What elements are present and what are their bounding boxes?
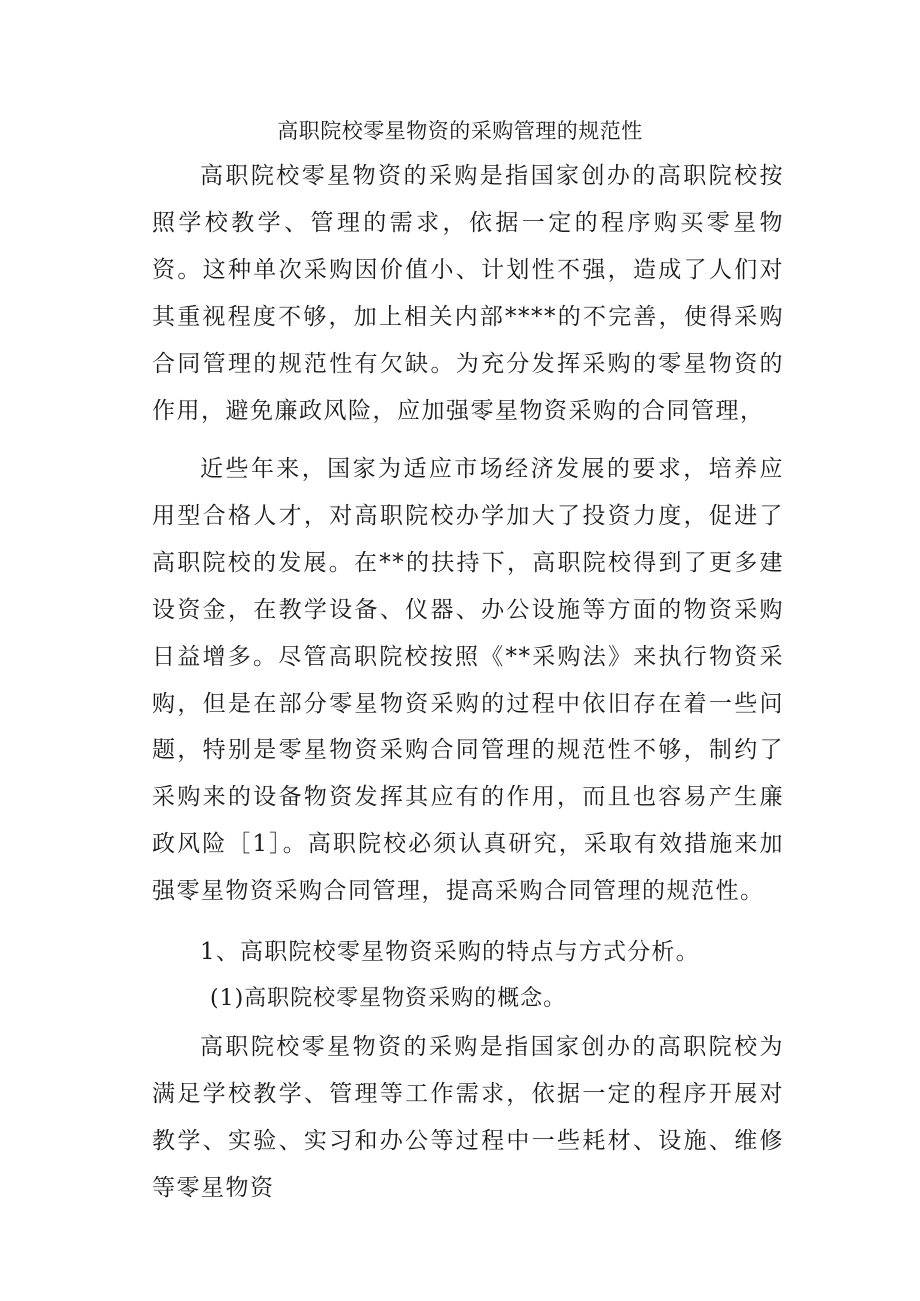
paragraph-1: 高职院校零星物资的采购是指国家创办的高职院校按照学校教学、管理的需求，依据一定的程序购买零星物资。这种单次采购因价值小、计划性不强，造成了人们对其重视程度不够，加上相关内部****的不完善，使得采购合同管理的规范性有欠缺。为充分发挥采购的零星物资的作用，避免廉政风险，应加强零星物资采购的合同管理， (152, 163, 784, 424)
subsection-heading-1: (1)高职院校零星物资采购的概念。 (210, 986, 567, 1011)
paragraph-3: 高职院校零星物资的采购是指国家创办的高职院校为满足学校教学、管理等工作需求，依据一定的程序开展对教学、实验、实习和办公等过程中一些耗材、设施、维修等零星物资 (152, 1034, 784, 1201)
paragraph-2: 近些年来，国家为适应市场经济发展的要求，培养应用型合格人才，对高职院校办学加大了投资力度，促进了高职院校的发展。在**的扶持下，高职院校得到了更多建设资金，在教学设备、仪器、办公设施等方面的物资采购日益增多。尽管高职院校按照《**采购法》来执行物资采购，但是在部分零星物资采购的过程中依旧存在着一些问题，特别是零星物资采购合同管理的规范性不够，制约了采购来的设备物资发挥其应有的作用，而且也容易产生廉政风险［1］。高职院校必须认真研究，采取有效措施来加强零星物资采购合同管理，提高采购合同管理的规范性。 (152, 456, 784, 905)
section-heading-1: 1、高职院校零星物资采购的特点与方式分析。 (200, 939, 700, 965)
document-title: 高职院校零星物资的采购管理的规范性 (277, 119, 643, 143)
